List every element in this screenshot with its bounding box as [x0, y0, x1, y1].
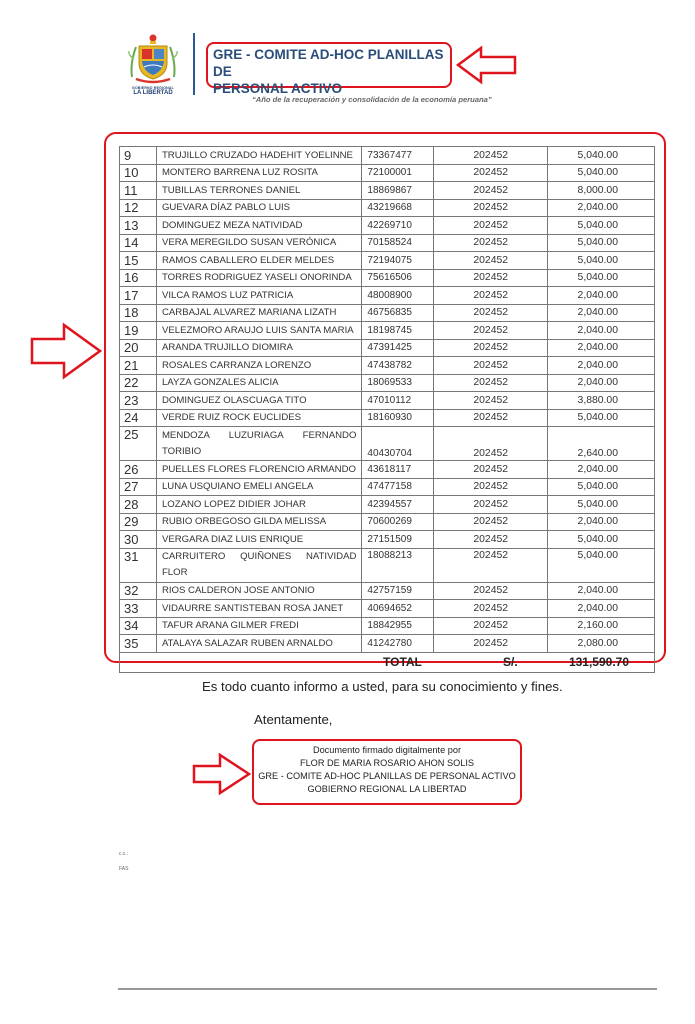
total-currency: S/.	[503, 655, 518, 669]
signature-line-1: Documento firmado digitalmente por	[312, 745, 462, 755]
employee-name: ROSALES CARRANZA LORENZO	[156, 357, 361, 375]
arrow-right-icon	[30, 321, 102, 381]
table-row	[120, 427, 655, 461]
employee-dni: 70600269	[362, 513, 434, 531]
table-row	[120, 357, 655, 375]
signature-signer: FLOR DE MARIA ROSARIO AHON SOLIS	[299, 758, 475, 768]
amount: 5,040.00	[548, 147, 655, 165]
period-code: 202452	[434, 548, 548, 582]
employee-dni: 18160930	[362, 409, 434, 427]
amount: 2,040.00	[548, 339, 655, 357]
employee-dni: 43219668	[362, 199, 434, 217]
title-line-1: GRE - COMITE AD-HOC PLANILLAS DE	[213, 47, 444, 79]
employee-name: CARBAJAL ALVAREZ MARIANA LIZATH	[156, 304, 361, 322]
amount: 2,040.00	[548, 461, 655, 479]
amount: 2,040.00	[548, 287, 655, 305]
amount: 8,000.00	[548, 182, 655, 200]
period-code: 202452	[434, 582, 548, 600]
amount: 5,040.00	[548, 548, 655, 582]
period-code: 202452	[434, 392, 548, 410]
amount: 5,040.00	[548, 531, 655, 549]
footer-divider	[118, 988, 657, 990]
table-row	[120, 182, 655, 200]
employee-name: ATALAYA SALAZAR RUBEN ARNALDO	[156, 635, 361, 653]
employee-dni: 27151509	[362, 531, 434, 549]
employee-dni: 42394557	[362, 496, 434, 514]
row-number: 28	[120, 496, 157, 514]
employee-name: MENDOZA LUZURIAGA FERNANDO TORIBIO	[156, 427, 361, 461]
row-number: 16	[120, 269, 157, 287]
employee-dni: 48008900	[362, 287, 434, 305]
period-code: 202452	[434, 339, 548, 357]
employee-name: LOZANO LOPEZ DIDIER JOHAR	[156, 496, 361, 514]
row-number: 22	[120, 374, 157, 392]
employee-name: TRUJILLO CRUZADO HADEHIT YOELINNE	[156, 147, 361, 165]
row-number: 27	[120, 478, 157, 496]
row-number: 25	[120, 427, 157, 461]
amount: 5,040.00	[548, 496, 655, 514]
page-title	[213, 46, 453, 97]
employee-dni: 40694652	[362, 600, 434, 618]
row-number: 12	[120, 199, 157, 217]
period-code: 202452	[434, 164, 548, 182]
employee-name: CARRUITERO QUIÑONES NATIVIDAD FLOR	[156, 548, 361, 582]
employee-name: TUBILLAS TERRONES DANIEL	[156, 182, 361, 200]
employee-name: VERA MEREGILDO SUSAN VERÓNICA	[156, 234, 361, 252]
row-number: 26	[120, 461, 157, 479]
employee-name: RUBIO ORBEGOSO GILDA MELISSA	[156, 513, 361, 531]
period-code: 202452	[434, 182, 548, 200]
row-number: 15	[120, 252, 157, 270]
table-row	[120, 513, 655, 531]
signature-institution: GOBIERNO REGIONAL LA LIBERTAD	[307, 784, 467, 794]
employee-name: VELEZMORO ARAUJO LUIS SANTA MARIA	[156, 322, 361, 340]
period-code: 202452	[434, 374, 548, 392]
row-number: 34	[120, 617, 157, 635]
row-number: 19	[120, 322, 157, 340]
employee-dni: 18869867	[362, 182, 434, 200]
period-code: 202452	[434, 269, 548, 287]
table-row	[120, 461, 655, 479]
closing-text: Es todo cuanto informo a usted, para su conocimiento y fines.	[202, 679, 563, 694]
table-row	[120, 287, 655, 305]
employee-dni: 73367477	[362, 147, 434, 165]
employee-name: MONTERO BARRENA LUZ ROSITA	[156, 164, 361, 182]
row-number: 30	[120, 531, 157, 549]
row-number: 35	[120, 635, 157, 653]
row-number: 32	[120, 582, 157, 600]
period-code: 202452	[434, 357, 548, 375]
period-code: 202452	[434, 617, 548, 635]
employee-name: TORRES RODRIGUEZ YASELI ONORINDA	[156, 269, 361, 287]
digital-signature	[252, 744, 522, 796]
amount: 2,040.00	[548, 357, 655, 375]
period-code: 202452	[434, 147, 548, 165]
amount: 5,040.00	[548, 252, 655, 270]
period-code: 202452	[434, 199, 548, 217]
amount: 5,040.00	[548, 234, 655, 252]
period-code: 202452	[434, 513, 548, 531]
row-number: 10	[120, 164, 157, 182]
table-row	[120, 199, 655, 217]
period-code: 202452	[434, 252, 548, 270]
employee-dni: 75616506	[362, 269, 434, 287]
period-code: 202452	[434, 496, 548, 514]
period-code: 202452	[434, 304, 548, 322]
employee-dni: 18198745	[362, 322, 434, 340]
row-number: 31	[120, 548, 157, 582]
total-amount: 131,590.70	[568, 655, 629, 669]
employee-dni: 47438782	[362, 357, 434, 375]
table-row	[120, 147, 655, 165]
amount: 5,040.00	[548, 164, 655, 182]
row-number: 17	[120, 287, 157, 305]
row-number: 29	[120, 513, 157, 531]
arrow-left-icon	[455, 45, 519, 85]
employee-dni: 42757159	[362, 582, 434, 600]
logo-caption-top: GOBIERNO REGIONAL	[132, 86, 174, 90]
amount: 5,040.00	[548, 217, 655, 235]
period-code: 202452	[434, 322, 548, 340]
employee-dni: 47477158	[362, 478, 434, 496]
employee-dni: 47010112	[362, 392, 434, 410]
employee-name: ARANDA TRUJILLO DIOMIRA	[156, 339, 361, 357]
employee-name: RIOS CALDERON JOSE ANTONIO	[156, 582, 361, 600]
employee-name: DOMINGUEZ OLASCUAGA TITO	[156, 392, 361, 410]
table-row	[120, 374, 655, 392]
table-row	[120, 635, 655, 653]
amount: 2,040.00	[548, 304, 655, 322]
employee-name: VERDE RUIZ ROCK EUCLIDES	[156, 409, 361, 427]
table-row	[120, 617, 655, 635]
regards-text: Atentamente,	[254, 712, 333, 727]
period-code: 202452	[434, 600, 548, 618]
row-number: 24	[120, 409, 157, 427]
period-code: 202452	[434, 531, 548, 549]
employee-dni: 18069533	[362, 374, 434, 392]
amount: 2,040.00	[548, 199, 655, 217]
employee-name: GUEVARA DÍAZ PABLO LUIS	[156, 199, 361, 217]
total-row	[120, 652, 655, 672]
row-number: 33	[120, 600, 157, 618]
table-row	[120, 217, 655, 235]
period-code: 202452	[434, 427, 548, 461]
payroll-table	[119, 146, 655, 673]
amount: 2,040.00	[548, 513, 655, 531]
amount: 5,040.00	[548, 478, 655, 496]
table-row	[120, 582, 655, 600]
table-row	[120, 234, 655, 252]
period-code: 202452	[434, 217, 548, 235]
row-number: 20	[120, 339, 157, 357]
table-row	[120, 496, 655, 514]
logo-caption-bottom: LA LIBERTAD	[133, 90, 173, 96]
employee-name: LAYZA GONZALES ALICIA	[156, 374, 361, 392]
row-number: 14	[120, 234, 157, 252]
period-code: 202452	[434, 478, 548, 496]
period-code: 202452	[434, 409, 548, 427]
period-code: 202452	[434, 635, 548, 653]
table-row	[120, 322, 655, 340]
employee-name: RAMOS CABALLERO ELDER MELDES	[156, 252, 361, 270]
employee-name: LUNA USQUIANO EMELI ANGELA	[156, 478, 361, 496]
employee-dni: 40430704	[362, 427, 434, 461]
table-row	[120, 339, 655, 357]
table-row	[120, 600, 655, 618]
employee-name: VERGARA DIAZ LUIS ENRIQUE	[156, 531, 361, 549]
initials: FAS	[119, 866, 129, 872]
employee-dni: 70158524	[362, 234, 434, 252]
employee-dni: 72194075	[362, 252, 434, 270]
amount: 2,080.00	[548, 635, 655, 653]
signature-office: GRE - COMITE AD-HOC PLANILLAS DE PERSONAL ACTIVO	[258, 771, 516, 781]
row-number: 23	[120, 392, 157, 410]
employee-dni: 43618117	[362, 461, 434, 479]
year-motto: “Año de la recuperación y consolidación de la economía peruana”	[252, 95, 492, 104]
row-number: 21	[120, 357, 157, 375]
amount: 2,040.00	[548, 582, 655, 600]
table-row	[120, 478, 655, 496]
amount: 5,040.00	[548, 409, 655, 427]
table-row	[120, 252, 655, 270]
employee-name: VILCA RAMOS LUZ PATRICIA	[156, 287, 361, 305]
amount: 5,040.00	[548, 269, 655, 287]
amount: 2,040.00	[548, 374, 655, 392]
employee-dni: 42269710	[362, 217, 434, 235]
table-row	[120, 531, 655, 549]
amount: 3,880.00	[548, 392, 655, 410]
row-number: 11	[120, 182, 157, 200]
table-row	[120, 548, 655, 582]
period-code: 202452	[434, 461, 548, 479]
amount: 2,040.00	[548, 600, 655, 618]
cc-label: c.c.:	[119, 851, 129, 857]
employee-dni: 46756835	[362, 304, 434, 322]
employee-name: VIDAURRE SANTISTEBAN ROSA JANET	[156, 600, 361, 618]
employee-dni: 47391425	[362, 339, 434, 357]
employee-dni: 41242780	[362, 635, 434, 653]
employee-dni: 72100001	[362, 164, 434, 182]
table-row	[120, 392, 655, 410]
row-number: 13	[120, 217, 157, 235]
total-label: TOTAL	[383, 655, 422, 669]
header-divider	[193, 33, 195, 95]
table-row	[120, 164, 655, 182]
employee-dni: 18842955	[362, 617, 434, 635]
employee-dni: 18088213	[362, 548, 434, 582]
employee-name: TAFUR ARANA GILMER FREDI	[156, 617, 361, 635]
row-number: 18	[120, 304, 157, 322]
title-line-2: PERSONAL ACTIVO	[213, 81, 343, 96]
employee-name: PUELLES FLORES FLORENCIO ARMANDO	[156, 461, 361, 479]
arrow-right-icon	[192, 752, 252, 796]
period-code: 202452	[434, 287, 548, 305]
row-number: 9	[120, 147, 157, 165]
period-code: 202452	[434, 234, 548, 252]
table-row	[120, 409, 655, 427]
employee-name: DOMINGUEZ MEZA NATIVIDAD	[156, 217, 361, 235]
amount: 2,040.00	[548, 322, 655, 340]
table-row	[120, 304, 655, 322]
table-row	[120, 269, 655, 287]
amount: 2,160.00	[548, 617, 655, 635]
amount: 2,640.00	[548, 427, 655, 461]
